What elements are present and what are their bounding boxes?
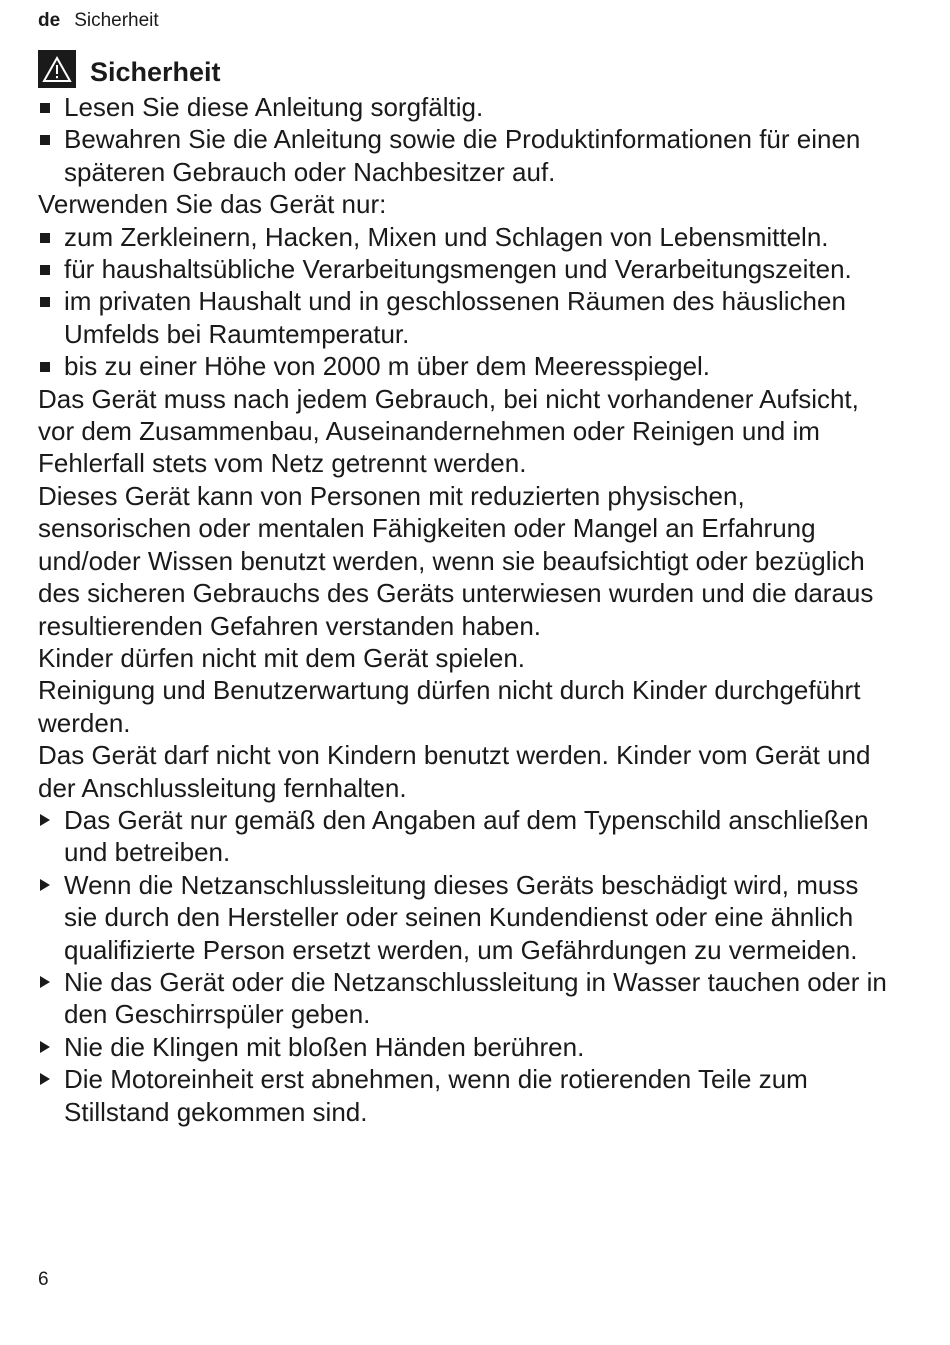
list-item xyxy=(38,285,898,350)
list-item xyxy=(38,221,898,253)
square-bullet-icon xyxy=(40,233,50,243)
action-item-text: Nie das Gerät oder die Netzanschlussleitung in Wasser tauchen oder in den Geschirrspüler geben. xyxy=(64,966,887,1030)
page-title: Sicherheit xyxy=(90,57,221,87)
paragraph: Das Gerät darf nicht von Kindern benutzt werden. Kinder vom Gerät und der Anschlussleitung fernhalten. xyxy=(38,740,871,803)
warning-icon xyxy=(38,50,76,88)
section-heading xyxy=(38,47,221,91)
language-code: de xyxy=(38,10,61,31)
action-item xyxy=(38,1063,898,1128)
page-number: 6 xyxy=(38,1269,49,1290)
action-item xyxy=(38,1031,898,1063)
paragraph: Reinigung und Benutzerwartung dürfen nicht durch Kinder durchgeführt werden. xyxy=(38,675,861,738)
square-bullet-icon xyxy=(40,103,50,113)
header-section-title: Sicherheit xyxy=(74,10,159,31)
list-item-text: für haushaltsübliche Verarbeitungsmengen und Verarbeitungszeiten. xyxy=(64,254,852,285)
triangle-bullet-icon xyxy=(40,976,50,988)
list-item-text: im privaten Haushalt und in geschlossenen Räumen des häuslichen Umfelds bei Raumtemperatur. xyxy=(64,286,846,349)
action-item xyxy=(38,804,898,869)
paragraph: Kinder dürfen nicht mit dem Gerät spielen. xyxy=(38,642,526,673)
list-item-text: zum Zerkleinern, Hacken, Mixen und Schlagen von Lebensmitteln. xyxy=(64,221,829,252)
square-bullet-icon xyxy=(40,135,50,145)
square-bullet-icon xyxy=(40,362,50,372)
paragraph: Das Gerät muss nach jedem Gebrauch, bei nicht vorhandener Aufsicht, vor dem Zusammenbau, Auseinandernehmen oder Reinigen und im Fehlerfall stets vom Netz getrennt werden. xyxy=(38,383,859,479)
list-item xyxy=(38,350,898,382)
document-body xyxy=(38,91,898,1128)
action-item-text: Wenn die Netzanschlussleitung dieses Geräts beschädigt wird, muss sie durch den Hersteller oder seinen Kundendienst oder eine ähnlich qualifizierte Person ersetzt werden, um Gefährdungen zu vermeiden. xyxy=(64,869,859,965)
action-item-text: Das Gerät nur gemäß den Angaben auf dem Typenschild anschließen und betreiben. xyxy=(64,804,869,868)
paragraph: Verwenden Sie das Gerät nur: xyxy=(38,189,387,220)
action-item xyxy=(38,869,898,966)
list-item-text: bis zu einer Höhe von 2000 m über dem Meeresspiegel. xyxy=(64,351,711,382)
triangle-bullet-icon xyxy=(40,814,50,826)
action-item-text: Die Motoreinheit erst abnehmen, wenn die rotierenden Teile zum Stillstand gekommen sind. xyxy=(64,1064,808,1127)
list-item-text: Bewahren Sie die Anleitung sowie die Produktinformationen für einen späteren Gebrauch oder Nachbesitzer auf. xyxy=(64,124,861,187)
list-item-text: Lesen Sie diese Anleitung sorgfältig. xyxy=(64,92,484,122)
list-item xyxy=(38,123,898,188)
square-bullet-icon xyxy=(40,265,50,275)
triangle-bullet-icon xyxy=(40,1073,50,1085)
list-item xyxy=(38,91,898,123)
running-header xyxy=(38,9,159,33)
square-bullet-icon xyxy=(40,297,50,307)
list-item xyxy=(38,253,898,285)
triangle-bullet-icon xyxy=(40,1041,50,1053)
action-item-text: Nie die Klingen mit bloßen Händen berühren. xyxy=(64,1031,585,1062)
paragraph: Dieses Gerät kann von Personen mit reduzierten physischen, sensorischen oder mentalen Fähigkeiten oder Mangel an Erfahrung und/oder Wissen benutzt werden, wenn sie beaufsichtigt oder bezüglich des sicheren Gebrauchs des Geräts unterwiesen wurden und die daraus resultierenden Gefahren verstanden haben. xyxy=(38,480,874,641)
triangle-bullet-icon xyxy=(40,879,50,891)
action-item xyxy=(38,966,898,1031)
